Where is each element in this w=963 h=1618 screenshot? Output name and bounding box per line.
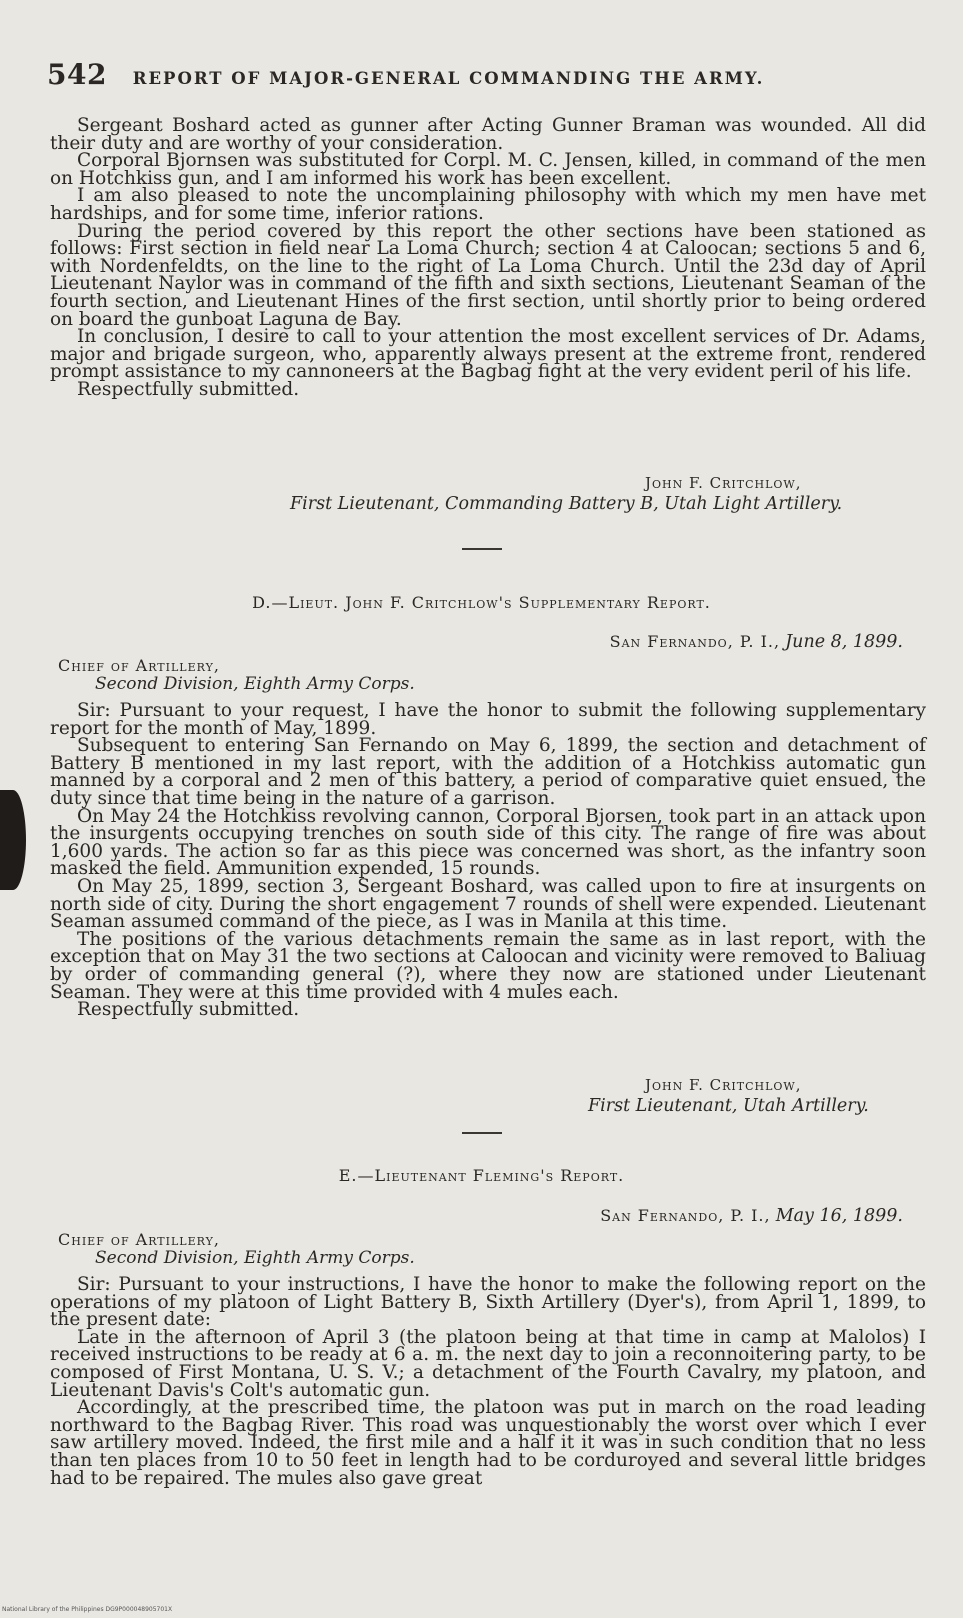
section-divider xyxy=(462,1132,502,1134)
addressee-line2: Second Division, Eighth Army Corps. xyxy=(95,674,415,694)
signature-name: John F. Critchlow, xyxy=(645,1076,802,1094)
signature-name: John F. Critchlow, xyxy=(645,474,802,492)
dateline-place: San Fernando, P. I., xyxy=(609,632,781,651)
paragraph: Subsequent to entering San Fernando on May 6, 1899, the section and detachment of Battery B mentioned in my last report, with the addition of a Hotchkiss automatic gun manned by a corporal and 2 men of this battery, a period of comparative quiet ensued, the duty since that time being in the nature of a garrison. xyxy=(50,735,926,809)
paragraph: Sir: Pursuant to your request, I have the honor to submit the following supplementary report for the month of May, 1899. xyxy=(50,700,926,739)
page-header xyxy=(47,58,927,92)
section-divider xyxy=(462,548,502,550)
section-e-addressee xyxy=(58,1230,415,1268)
paragraph: Accordingly, at the prescribed time, the platoon was put in march on the road leading northward to the Bagbag River. This road was unquestionably the worst over which I ever saw artillery moved. Indeed, the first mile and a half it it was in such condition that no less than ten places from 10 to 50 feet in length had to be corduroyed and several little bridges had to be repaired. The mules also gave great xyxy=(50,1397,926,1489)
dateline-date: May 16, 1899. xyxy=(775,1206,903,1226)
signature-title: First Lieutenant, Utah Artillery. xyxy=(588,1096,869,1116)
dateline-date: June 8, 1899. xyxy=(785,632,903,652)
section-d-heading: D.—Lieut. John F. Critchlow's Supplementary Report. xyxy=(252,593,711,612)
section-d-dateline xyxy=(610,632,903,652)
section-e-heading: E.—Lieutenant Fleming's Report. xyxy=(338,1166,625,1185)
paragraph: Late in the afternoon of April 3 (the platoon being at that time in camp at Malolos) I received instructions to be ready at 6 a. m. the next day to join a reconnoitering party, to be composed of First Montana, U. S. V.; a detachment of the Fourth Cavalry, my platoon, and Lieutenant Davis's Colt's automatic gun. xyxy=(50,1326,926,1401)
signature-title: First Lieutenant, Commanding Battery B, Utah Light Artillery. xyxy=(290,494,843,514)
running-head: REPORT OF MAJOR-GENERAL COMMANDING THE ARMY. xyxy=(132,69,765,88)
paragraph: The positions of the various detachments remain the same as in last report, with the exception that on May 31 the two sections at Caloocan and vicinity were removed to Baliuag by order of commanding general (?), where they now are stationed under Lieutenant Seaman. They were at this time provided with 4 mules each. xyxy=(50,928,926,1003)
section-d-addressee xyxy=(58,656,415,694)
paragraph: During the period covered by this report the other sections have been stationed as follows: First section in field near La Loma Church; section 4 at Caloocan; sections 5 and 6, with Nordenfeldts, on the line to the right of La Loma Church. Until the 23d day of April Lieutenant Naylor was in command of the fifth and sixth sections, Lieutenant Seaman of the fourth section, and Lieutenant Hines of the first section, until shortly prior to being ordered on board the gunboat Laguna de Bay. xyxy=(50,220,926,330)
addressee-line2: Second Division, Eighth Army Corps. xyxy=(95,1248,415,1268)
paragraph: On May 25, 1899, section 3, Sergeant Boshard, was called upon to fire at insurgents on north side of city. During the short engagement 7 rounds of shell were expended. Lieutenant Seaman assumed command of the piece, as I was in Manila at this time. xyxy=(50,875,926,933)
section-e-dateline xyxy=(600,1206,903,1226)
paragraph: Sir: Pursuant to your instructions, I have the honor to make the following report on the operations of my platoon of Light Battery B, Sixth Artillery (Dyer's), from April 1, 1899, to the present date: xyxy=(50,1274,926,1331)
paragraph: Sergeant Boshard acted as gunner after Acting Gunner Braman was wounded. All did their duty and are worthy of your consideration. xyxy=(50,115,926,154)
paragraph: Respectfully submitted. xyxy=(77,378,300,400)
paragraph: I am also pleased to note the uncomplaining philosophy with which my men have met hardships, and for some time, inferior rations. xyxy=(50,185,926,224)
section1-body xyxy=(50,117,926,399)
paragraph: In conclusion, I desire to call to your attention the most excellent services of Dr. Adams, major and brigade surgeon, who, apparently always present at the extreme front, rendered prompt assistance to my cannoneers at the Bagbag fight at the very evident peril of his life. xyxy=(50,326,926,383)
paragraph: Respectfully submitted. xyxy=(77,999,300,1021)
section-d-body xyxy=(50,702,926,1019)
paragraph: Corporal Bjornsen was substituted for Corpl. M. C. Jensen, killed, in command of the men on Hotchkiss gun, and I am informed his work has been excellent. xyxy=(50,150,926,189)
section-e-body xyxy=(50,1276,926,1487)
addressee-line1: Chief of Artillery, xyxy=(58,656,220,675)
scan-smudge xyxy=(0,790,26,890)
addressee-line1: Chief of Artillery, xyxy=(58,1230,220,1249)
dateline-place: San Fernando, P. I., xyxy=(600,1206,771,1225)
page-number: 542 xyxy=(47,58,107,91)
paragraph: On May 24 the Hotchkiss revolving cannon, Corporal Bjorsen, took part in an attack upon the insurgents occupying trenches on south side of this city. The range of fire was about 1,600 yards. The action so far as this piece was concerned was short, as the infantry soon masked the field. Ammunition expended, 15 rounds. xyxy=(50,805,926,880)
scan-footer: National Library of the Philippines DG9P000048905701X xyxy=(2,1606,173,1613)
